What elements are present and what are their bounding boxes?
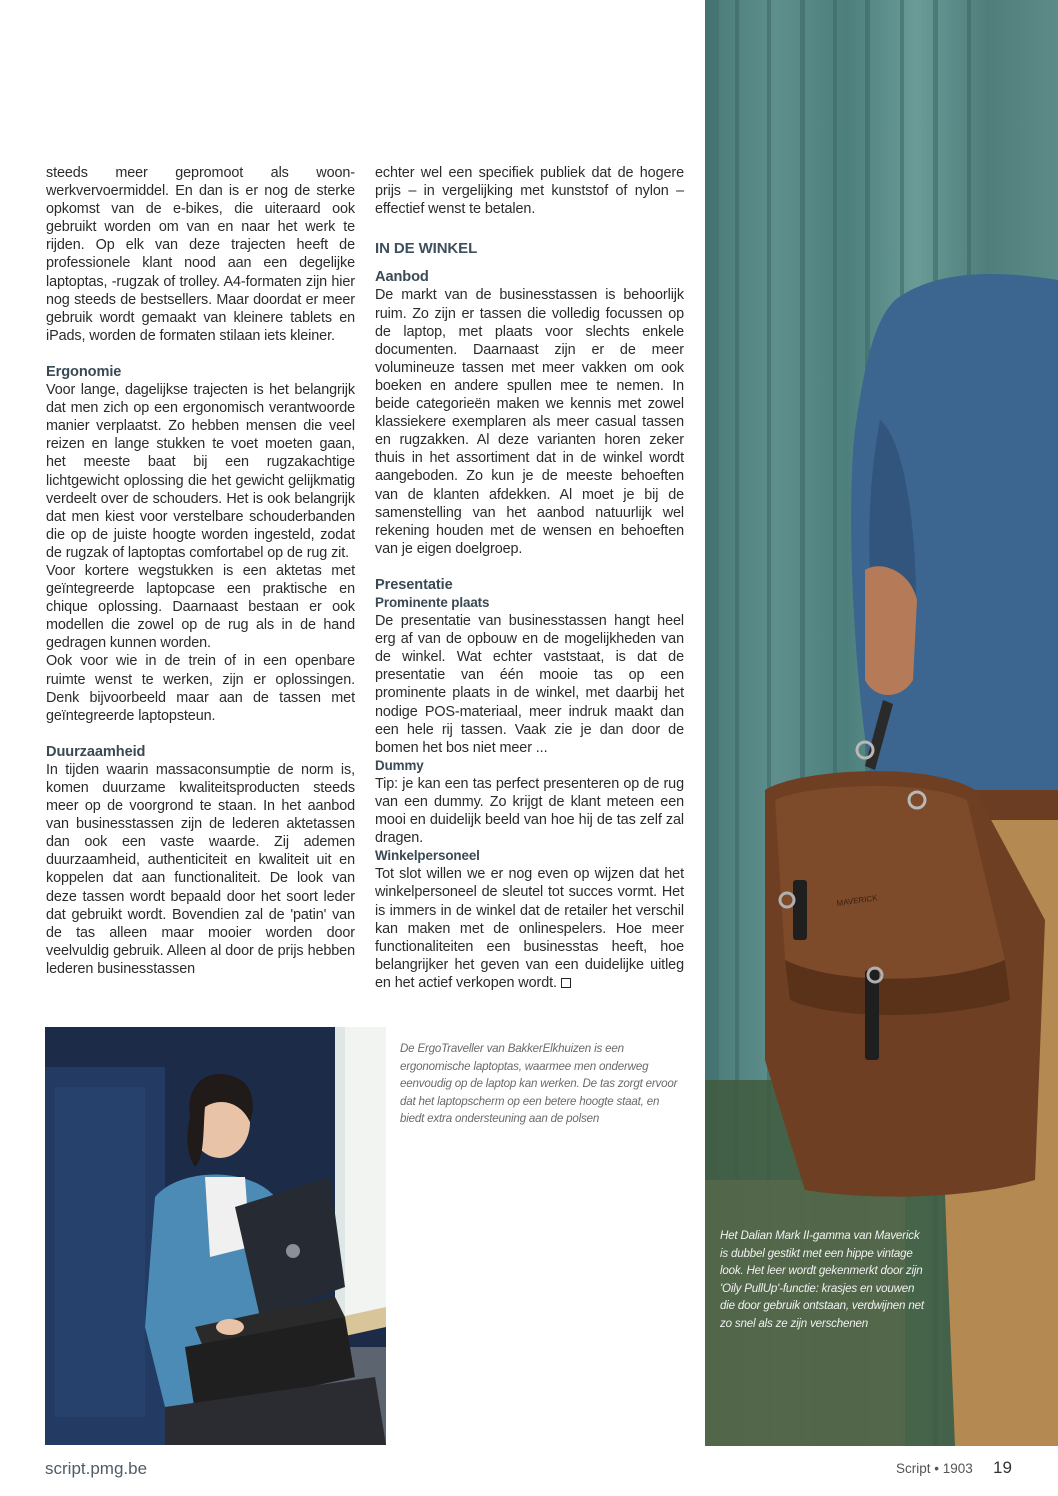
page-number: 19 [993,1458,1012,1477]
ergotraveller-photo [45,1027,386,1445]
ergotraveller-caption: De ErgoTraveller van BakkerElkhuizen is een ergonomische laptoptas, waarmee men onderweg eenvoudig op de laptop kan werken. De tas zorgt ervoor dat het laptopscherm op een betere hoogte staat, en biedt extra ondersteuning aan de polsen [400,1042,678,1126]
winkelpersoneel-text: Tot slot willen we er nog even op wijzen dat het winkelpersoneel de sleutel tot succes vormt. Het is immers in de winkel dat de retailer het verschil kan maken met de onlinespelers. Hoe meer functionaliteiten een businesstas heeft, hoe belangrijker het geven van een duidelijke uitleg en het actief verkopen wordt. [375,866,684,991]
ergonomie-heading: Ergonomie [46,363,122,380]
winkelpersoneel-paragraph [375,865,684,992]
prominente-plaats-heading: Prominente plaats [375,594,490,610]
ergonomie-paragraph-3: Ook voor wie in de trein of in een openbare ruimte wenst te werken, zijn er oplossingen. Denk bijvoorbeeld maar aan de tassen met geïntegreerde laptopsteun. [46,653,355,724]
end-of-article-icon [561,978,571,988]
section-heading: IN DE WINKEL [375,240,478,258]
article-column-1 [46,164,355,978]
article-column-2 [375,164,684,992]
forearm [865,566,917,695]
aanbod-paragraph: De markt van de businesstassen is behoorlijk ruim. Zo zijn er tassen die volledig focussen op de laptop, met plaats voor slechts enkele documenten. Daarnaast zijn er de meer volumineuze tassen met meer vakken om ook boeken en andere spullen mee te nemen. In beide categorieën maken we kennis met zowel klassiekere exemplaren als meer casual tassen en rugzakken. Al deze varianten horen zeker thuis in het assortiment dat in de winkel wordt aangeboden. Zo kun je de meeste behoeften van de klanten afdekken. Al moet je bij de samenstelling van het aanbod natuurlijk wel rekening houden met de wensen en behoeften van je eigen doelgroep. [375,287,684,557]
winkelpersoneel-heading: Winkelpersoneel [375,848,480,864]
ergonomie-paragraph-1: Voor lange, dagelijkse trajecten is het belangrijk dat men zich op een ergonomisch verantwoorde manier verplaatst. Zo hebben mensen die veel reizen en lange stukken te voet moeten gaan, het meeste baat bij een rugzakachtige lichtgewicht oplossing die het gewicht gelijkmatig verdeelt over de schouders. Het is ook belangrijk dat men kiest voor verstelbare schouderbanden die op de juiste hoogte worden ingesteld, zodat de rugzak of laptoptas comfortabel op de rug zit. [46,382,355,561]
duurzaamheid-paragraph: In tijden waarin massaconsumptie de norm is, komen duurzame kwaliteitsproducten steeds meer op de voorgrond te staan. In het aanbod van businesstassen zijn de lederen aktetassen dan ook een vaste waarde. Zij ademen duurzaamheid, authenticiteit en kwaliteit uit en koppelen dat aan functionaliteit. De look van deze tassen wordt bepaald door het soort leder dat gebruikt wordt. Bovendien zal de 'patin' van de tas alleen maar mooier worden door veelvuldig gebruik. Alleen al door de prijs hebben lederen businesstassen [46,761,355,977]
prominente-plaats-paragraph: De presentatie van businesstassen hangt heel erg af van de opbouw en de mogelijkheden van de winkel. Wat echter vaststaat, is dat de presentatie van één mooie tas op een prominente plaats in de winkel, met daarbij het nodige POS-materiaal, meer indruk maakt dan een hele rij tassen. Vaak zie je dan door de bomen het bos niet meer ... [375,613,684,756]
dalian-caption: Het Dalian Mark II-gamma van Maverick is dubbel gestikt met een hippe vintage look. Het leer wordt gekenmerkt door zijn 'Oily PullUp'-functie: krasjes en vouwen die door gebruik ontstaan, verdwijnen net zo snel als ze zijn verschenen [720,1229,924,1330]
ergonomie-paragraph-2: Voor kortere wegstukken is een aktetas met geïntegreerde laptopcase een praktische en chique oplossing. Daarnaast bestaan er ook modellen die zowel op de rug als in de hand gedragen kunnen worden. [46,562,355,652]
bag-label: MAVERICK [836,893,879,908]
presentatie-heading: Presentatie [375,576,453,593]
intro-paragraph: steeds meer gepromoot als woon-werkvervoermiddel. En dan is er nog de sterke opkomst van de e-bikes, die uiteraard ook gebruikt worden om van en naar het werk te rijden. Op elk van deze trajecten heeft de professionele klant nood aan een degelijke laptoptas, -rugzak of trolley. A4-formaten zijn hier nog steeds de bestsellers. Maar doordat er meer gebruik wordt gemaakt van kleinere tablets en iPads, worden de formaten stilaan iets kleiner. [46,165,355,344]
ergotraveller-illustration [45,1027,386,1445]
dummy-paragraph: Tip: je kan een tas perfect presenteren op de rug van een dummy. Zo krijgt de klant meteen een mooi en duidelijk beeld van hoe hij de tas zelf zal dragen. [375,775,684,847]
aanbod-heading: Aanbod [375,269,429,286]
duurzaamheid-heading: Duurzaamheid [46,743,146,760]
footer-magazine-issue: Script • 1903 [896,1461,973,1476]
dummy-heading: Dummy [375,757,424,773]
continuation-paragraph: echter wel een specifiek publiek dat de hogere prijs – in vergelijking met kunststof of nylon – effectief wenst te betalen. [375,165,684,218]
footer-website-link[interactable]: script.pmg.be [45,1459,148,1478]
